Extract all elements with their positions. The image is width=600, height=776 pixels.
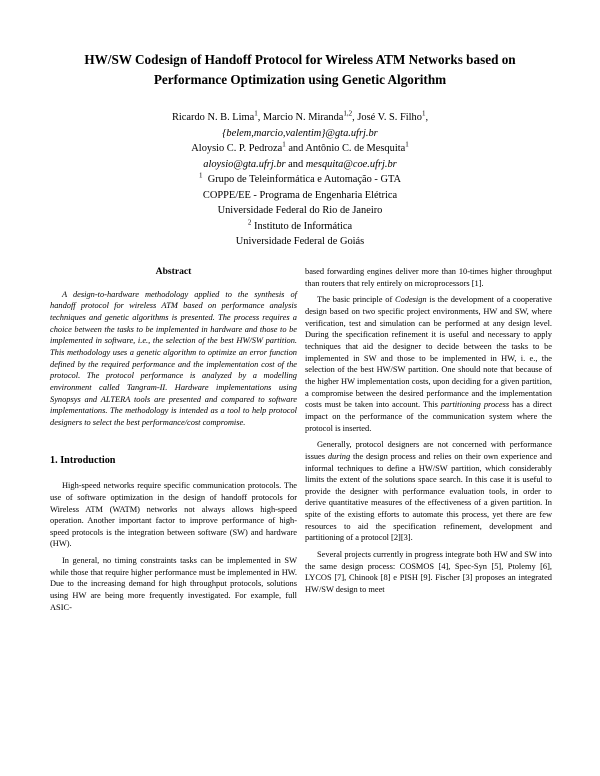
right-paragraph-0: based forwarding engines deliver more than 10-times higher throughput than routers that rely entirely on microprocessors [1].	[305, 267, 552, 288]
affiliation-block	[60, 172, 540, 250]
p2-part-b: the design process and relies on their own experience and informal techniques to define a HW/SW partition, which considerably limits the extent of the solutions space search. In this case it is useful to provide the designer with performance evaluation tools, in order to derive quantitative measures of the effectiveness of a given partition. In spite of the existing efforts to automate this process, yet there are few resources to aid the specification refinement, development and partitioning of a protocol [2][3].	[305, 451, 552, 543]
author-sup: 1	[282, 140, 286, 149]
right-paragraph-1	[305, 294, 552, 434]
email-and: and	[285, 158, 306, 170]
abstract-heading: Abstract	[155, 266, 192, 277]
affiliation-gta: Grupo de Teleinformática e Automação - GTA	[207, 174, 401, 185]
abstract-text: A design-to-hardware methodology applied to the synthesis of handoff protocol for wireless ATM based on performance analysis techniques and genetic algorithms is presented. The process requires a choice between the tasks to be implemented in hardware and those to be implemented in software, i.e., the selection of the best HW/SW partition. This methodology uses a genetic algorithm to optimize an error function defined by the required performance and the implementation cost of the protocol. The protocol performance is analyzed by a modelling environment called Tangram-II. Hardware implementations using Synopsys and ALTERA tools are presented and compared to software implementations. The methodology is intended as a tool to help protocol designers to select the best performance/cost compromise.	[50, 289, 297, 427]
affiliation-ufrj: Universidade Federal do Rio de Janeiro	[217, 205, 383, 216]
author-miranda: , Marcio N. Miranda	[257, 112, 344, 123]
author-line-1: Ricardo N. B. Lima$^1$, Marcio N. Miranda$^{1,2}$, José V. S. Filho$^1$,	[171, 109, 429, 123]
author-block	[60, 110, 540, 172]
author-emails-1: {belem,marcio,valentim}@gta.ufrj.br	[222, 127, 378, 139]
paper-title	[40, 50, 560, 90]
author-filho: , José V. S. Filho	[352, 112, 422, 123]
affiliation-2	[60, 219, 540, 235]
email-mesquita: mesquita@coe.ufrj.br	[305, 158, 397, 170]
author-mesquita: and Antônio C. de Mesquita	[285, 143, 406, 154]
author-lima: Ricardo N. B. Lima	[171, 112, 255, 123]
p1-part-c: has a direct impact on the performance of the communication system where the protocol is inserted.	[305, 400, 553, 433]
affiliation-inf: Instituto de Informática	[254, 220, 353, 232]
intro-paragraph-1: High-speed networks require specific communication protocols. The use of software optimization in the design of handoff protocols for Wireless ATM (WATM) networks not always allows high-speed operation. Another important factor to improve performance of high-speed protocols is the integration between software (SW) and hardware (HW).	[50, 481, 297, 549]
affiliation-mark: 1	[199, 171, 203, 180]
p2-part-a: Generally, protocol designers are not concerned with performance issues	[305, 440, 552, 461]
p1-codesign: Codesign	[394, 295, 427, 305]
title-line-2: Performance Optimization using Genetic Algorithm	[153, 72, 447, 87]
affiliation-coppe: COPPE/EE - Programa de Engenharia Elétrica	[202, 189, 398, 201]
author-sup: 1	[254, 109, 258, 118]
right-column	[305, 266, 552, 596]
author-sup: 1	[421, 109, 426, 118]
author-sup: 1,2	[343, 109, 353, 118]
affiliation-mark: 2	[247, 218, 252, 227]
p1-partitioning: partitioning process	[440, 400, 510, 410]
intro-heading: 1. Introduction	[50, 454, 116, 466]
author-line-2	[60, 141, 540, 157]
affiliation-1	[60, 172, 540, 188]
p2-during: during	[327, 451, 351, 461]
right-paragraph-3: Several projects currently in progress integrate both HW and SW into the same design process: COSMOS [4], Spec-Syn [5], Ptolemy [6], LYCOS [7], Chinook [8] e PISH [9]. Fischer [3] proposes an integrated HW/SW design to meet	[305, 550, 552, 595]
author-pedroza: Aloysio C. P. Pedroza	[191, 143, 283, 154]
author-sup: 1	[405, 140, 409, 149]
title-line-1: HW/SW Codesign of Handoff Protocol for Wireless ATM Networks based on	[84, 52, 516, 67]
intro-paragraph-2: In general, no timing constraints tasks can be implemented in SW while those that require higher performance must be implemented in HW. Due to the increasing demand for high throughput protocols, solutions using HW are being more frequently investigated. For example, full ASIC-	[50, 556, 297, 612]
email-pedroza: aloysio@gta.ufrj.br	[203, 158, 286, 170]
right-paragraph-2	[305, 439, 552, 544]
affiliation-ufg: Universidade Federal de Goiás	[235, 236, 365, 247]
p1-part-a: The basic principle of	[317, 295, 395, 305]
p1-part-b: is the development of a cooperative design based on two specific project environments, HW and SW, where verification, test and simulation can be performed at any design level. During the specification refinement it is useful and necessary to apply techniques that aid the designer to decide between the tasks to be implemented in SW and those to be implemented in HW, i. e., the selection of the best HW/SW partition. One should note that because of the higher HW implementation costs, upon deciding for a given partition, a compromise between the desired performance and the implementation costs must be taken into account. This	[305, 295, 552, 410]
left-column	[50, 266, 297, 613]
author-emails-2	[60, 157, 540, 173]
